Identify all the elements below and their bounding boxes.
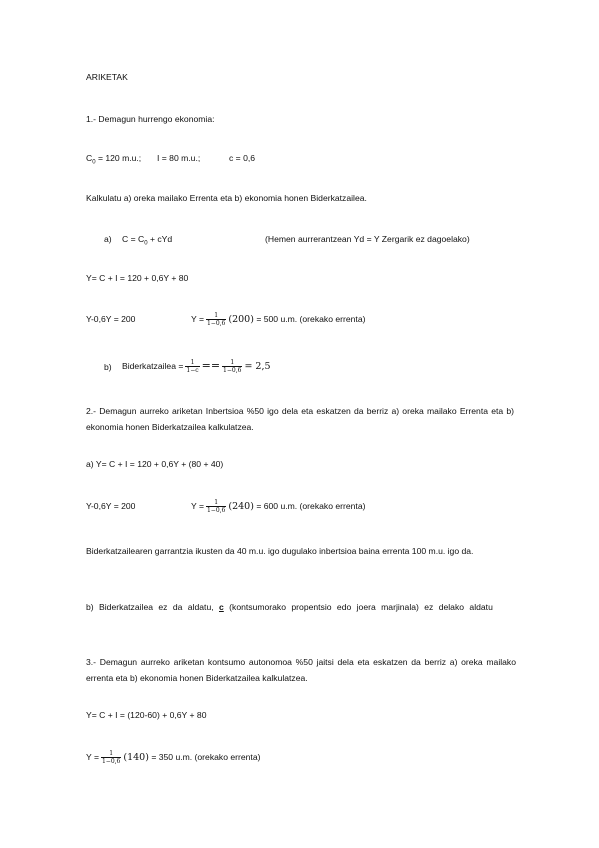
ex2-eq1: a) Y= C + I = 120 + 0,6Y + (80 + 40) [86, 459, 224, 469]
ex3-heading: 3.- Demagun aurreko ariketan kontsumo autonomoa %50 jaitsi dela eta eskatzen da berriz a) oreka mailako errenta eta b) ekonomia honen Biderkatzailea kalkulatzea. [86, 657, 516, 683]
ex1-c0-label: C [86, 153, 93, 163]
ex2-eq2-paren: (240) [228, 501, 254, 512]
ex1-b-text: Biderkatzailea = [122, 361, 184, 371]
ex2-heading: 2.- Demagun aurreko ariketan Inbertsioa %50 igo dela eta eskatzen da berriz a) oreka mailako Errenta eta b) ekonomia honen Biderkatzailea kalkulatzea. [86, 406, 514, 432]
fraction-numerator: 1 [101, 750, 121, 758]
ex3-eq2-fraction [101, 750, 121, 765]
ex1-c0-rest: = 120 m.u.; [95, 153, 142, 163]
ex2-eq2-y: Y = [191, 501, 204, 511]
ex1-given-i: I = 80 m.u.; [157, 153, 201, 163]
ex2-paragraph: Biderkatzailearen garrantzia ikusten da 40 m.u. igo dugulako inbertsioa baina errenta 100 m.u. igo da. [86, 546, 474, 556]
fraction-denominator: 1−0,6 [206, 507, 226, 515]
fraction-numerator: 1 [222, 359, 242, 367]
fraction-numerator: 1 [206, 499, 226, 507]
ex1-heading: 1.- Demagun hurrengo ekonomia: [86, 114, 215, 124]
ex1-b-fraction-2 [222, 359, 242, 374]
ex1-a-label: a) [104, 234, 112, 244]
ex2-b-paragraph [86, 598, 516, 616]
ex1-eq2-y: Y = [191, 314, 204, 324]
ex1-eq2-fraction [206, 312, 226, 327]
fraction-denominator: 1−0,6 [101, 758, 121, 766]
ex1-a-note: (Hemen aurrerantzean Yd = Y Zergarik ez dagoelako) [265, 234, 470, 244]
ex2-b-c: c [219, 602, 224, 612]
ex2-b-pre: b) Biderkatzailea ez da aldatu, [86, 602, 214, 612]
ex1-eq2-paren: (200) [228, 314, 254, 325]
ex1-a-formula-pre: C = C [122, 234, 145, 244]
ex1-c0-sub: 0 [92, 159, 96, 166]
ex2-b-post: (kontsumorako propentsio edo joera marjinala) ez delako aldatu [229, 602, 493, 612]
ex1-b-label: b) [104, 362, 112, 372]
ex3-eq2-y: Y = [86, 752, 99, 762]
ex1-b-fraction-1 [185, 359, 199, 374]
ex2-eq2-fraction [206, 499, 226, 514]
ex1-eq2-left: Y-0,6Y = 200 [86, 314, 136, 324]
ex3-eq2-result: = 350 u.m. (orekako errenta) [151, 752, 261, 762]
ex1-a-formula-sub: 0 [144, 240, 148, 247]
ex1-a-formula-post: + cYd [147, 234, 173, 244]
ex1-given-c0 [86, 153, 141, 169]
ex1-task: Kalkulatu a) oreka mailako Errenta eta b) ekonomia honen Biderkatzailea. [86, 193, 367, 203]
fraction-denominator: 1−c [186, 367, 199, 375]
fraction-denominator: 1−0,6 [206, 320, 226, 328]
ex1-given-c: c = 0,6 [229, 153, 256, 163]
fraction-numerator: 1 [185, 359, 199, 367]
fraction-numerator: 1 [206, 312, 226, 320]
ex1-eq2-result: = 500 u.m. (orekako errenta) [256, 314, 366, 324]
ex2-eq2-result: = 600 u.m. (orekako errenta) [256, 501, 366, 511]
ex1-eq1: Y= C + I = 120 + 0,6Y + 80 [86, 273, 189, 283]
fraction-denominator: 1−0,6 [223, 367, 242, 375]
ex1-b-eqeq: == [201, 359, 221, 372]
ex1-eq2-right [191, 309, 365, 330]
ex1-a-formula [122, 234, 172, 250]
page-title: ARIKETAK [86, 72, 128, 82]
ex3-eq1: Y= C + I = (120-60) + 0,6Y + 80 [86, 710, 207, 720]
ex3-eq2-paren: (140) [123, 752, 149, 763]
ex1-b-formula [122, 356, 271, 377]
ex3-eq2 [86, 747, 260, 768]
ex1-b-result: = 2,5 [244, 361, 271, 372]
ex2-eq2-right [191, 496, 365, 517]
ex2-eq2-left: Y-0,6Y = 200 [86, 501, 136, 511]
